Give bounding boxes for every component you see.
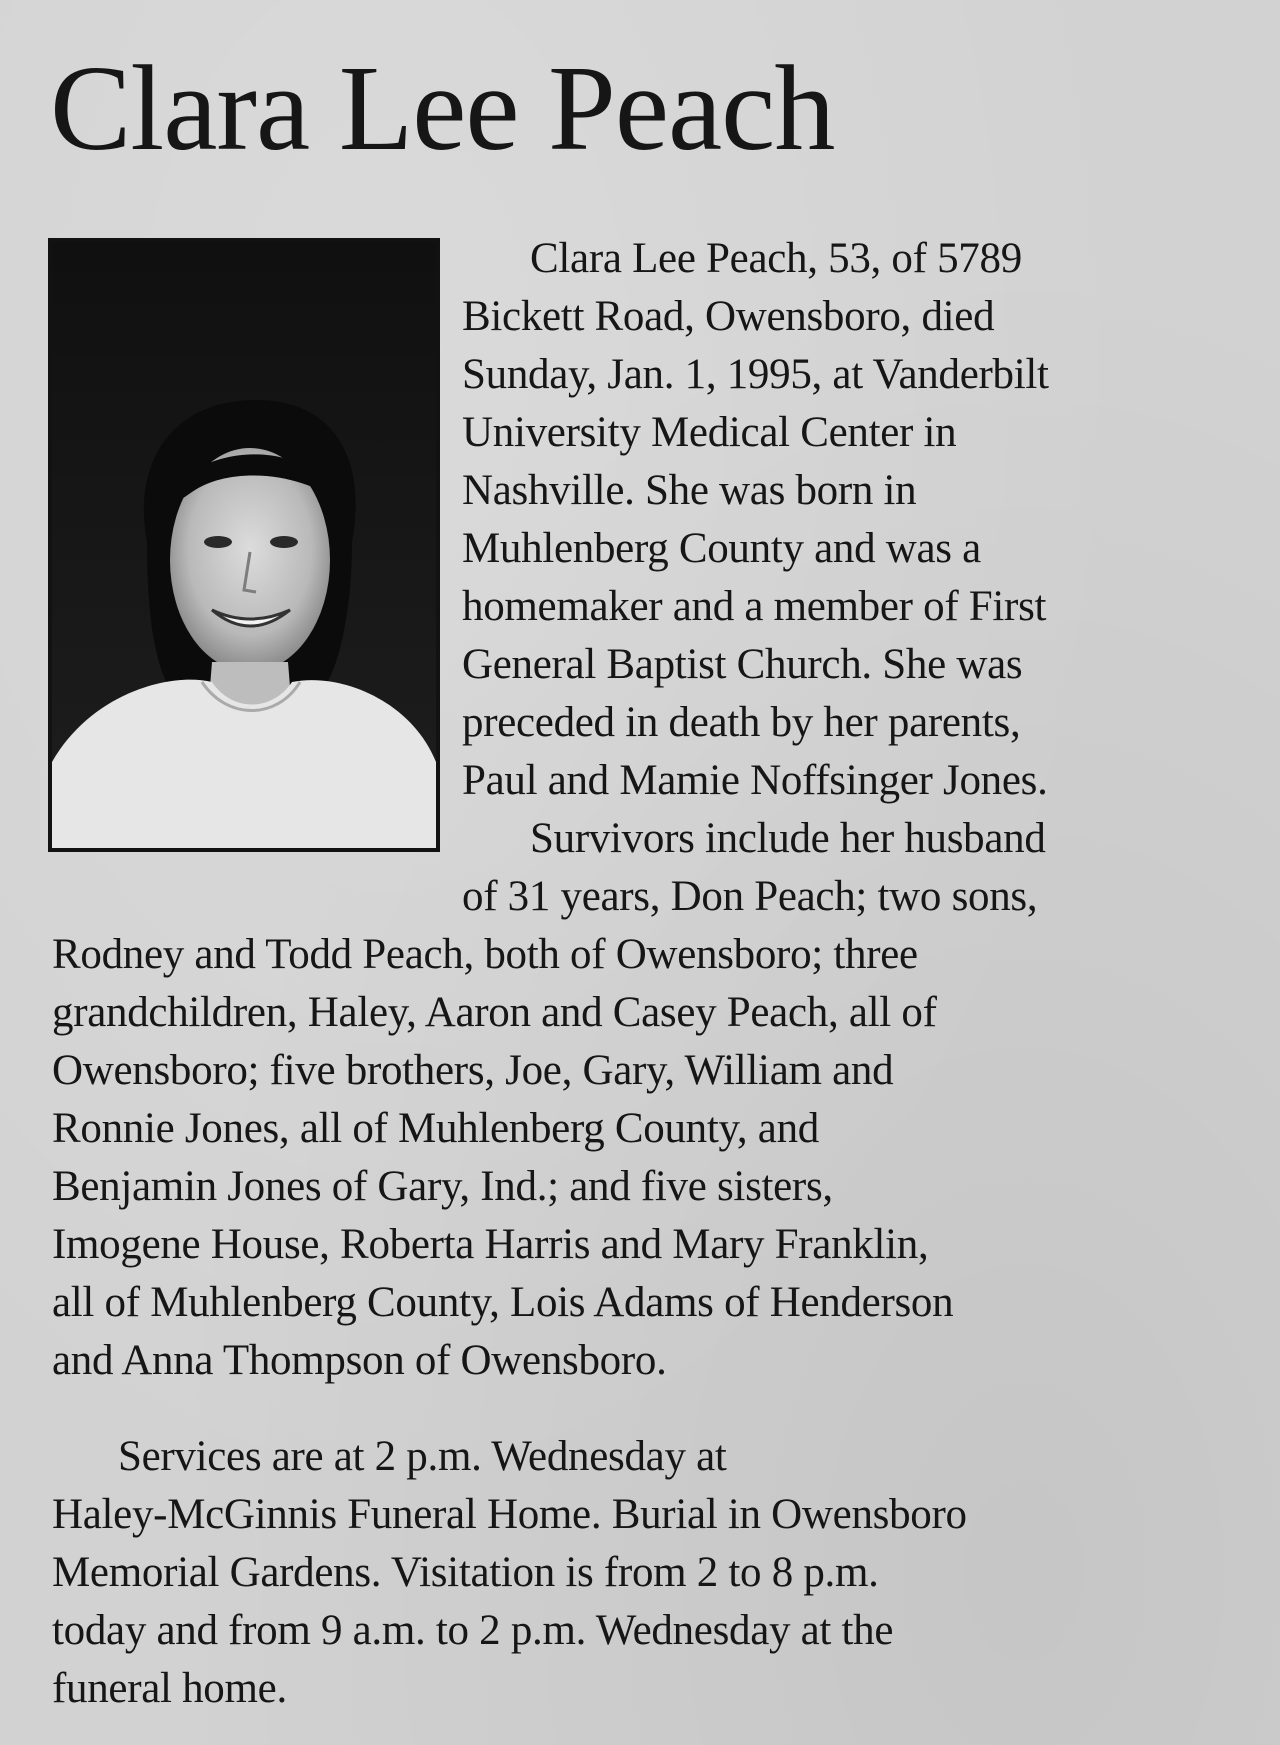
text-line: Ronnie Jones, all of Muhlenberg County, and [52,1105,819,1152]
headline: Clara Lee Peach [50,41,835,176]
text-line: funeral home. [52,1665,287,1712]
text-line: Services are at 2 p.m. Wednesday at [118,1433,727,1480]
text-line: all of Muhlenberg County, Lois Adams of Henderson [52,1279,954,1326]
text-line: Memorial Gardens. Visitation is from 2 to 8 p.m. [52,1549,879,1596]
text-line: today and from 9 a.m. to 2 p.m. Wednesday at the [52,1607,894,1654]
text-line: University Medical Center in [462,409,957,456]
text-line: and Anna Thompson of Owensboro. [52,1337,667,1384]
text-line: grandchildren, Haley, Aaron and Casey Peach, all of [52,989,937,1036]
text-line: homemaker and a member of First [462,583,1047,630]
text-line: Rodney and Todd Peach, both of Owensboro; three [52,931,918,978]
text-line: General Baptist Church. She was [462,641,1023,688]
text-line: Survivors include her husband [530,815,1046,862]
text-line: Imogene House, Roberta Harris and Mary Franklin, [52,1221,929,1268]
text-line: Bickett Road, Owensboro, died [462,293,995,340]
text-line: Owensboro; five brothers, Joe, Gary, William and [52,1047,894,1094]
text-line: Muhlenberg County and was a [462,525,981,572]
text-line: preceded in death by her parents, [462,699,1021,746]
portrait-image [52,242,436,848]
text-line: Nashville. She was born in [462,467,917,514]
text-line: of 31 years, Don Peach; two sons, [462,873,1038,920]
text-line: Benjamin Jones of Gary, Ind.; and five sisters, [52,1163,833,1210]
text-line: Haley-McGinnis Funeral Home. Burial in Owensboro [52,1491,967,1538]
text-line: Paul and Mamie Noffsinger Jones. [462,757,1048,804]
text-line: Clara Lee Peach, 53, of 5789 [530,235,1022,282]
portrait-photo [48,238,440,852]
text-line: Sunday, Jan. 1, 1995, at Vanderbilt [462,351,1049,398]
